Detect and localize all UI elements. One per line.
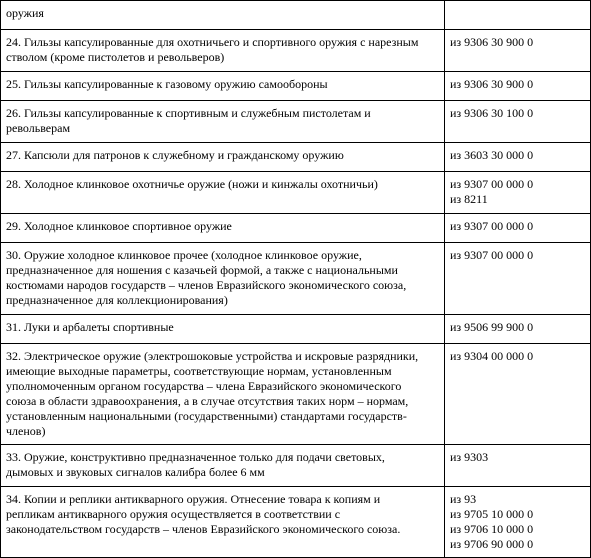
tn-ved-code: из 93 bbox=[450, 492, 477, 506]
tn-ved-code: из 9306 30 900 0 bbox=[450, 77, 534, 91]
tn-ved-code: из 9306 30 900 0 bbox=[450, 35, 534, 49]
item-description-line: уполномоченным органом государства – члена Евразийского экономического bbox=[6, 379, 402, 393]
table-row bbox=[1, 214, 591, 243]
table-row bbox=[1, 487, 591, 558]
item-description-cell bbox=[1, 243, 445, 315]
tn-ved-code: из 9307 00 000 0 bbox=[450, 248, 534, 262]
table-row bbox=[1, 72, 591, 101]
item-description-line: 28. Холодное клинковое охотничье оружие (ножи и кинжалы охотничьи) bbox=[6, 177, 378, 191]
tn-ved-code-cell bbox=[445, 1, 591, 30]
item-description-line: 24. Гильзы капсулированные для охотничьего и спортивного оружия с нарезным bbox=[6, 35, 419, 49]
item-description-line: 30. Оружие холодное клинковое прочее (холодное клинковое оружие, bbox=[6, 248, 362, 262]
item-description-line: 29. Холодное клинковое спортивное оружие bbox=[6, 219, 232, 233]
item-description-line: предназначенное для ношения с казачьей формой, а также с национальными bbox=[6, 263, 398, 277]
table-row bbox=[1, 30, 591, 72]
table-row bbox=[1, 172, 591, 214]
tn-ved-code-cell bbox=[445, 445, 591, 487]
item-description-cell bbox=[1, 172, 445, 214]
tn-ved-code-cell bbox=[445, 487, 591, 558]
tn-ved-code-cell bbox=[445, 214, 591, 243]
item-description-line: стволом (кроме пистолетов и револьверов) bbox=[6, 50, 225, 64]
item-description-line: законодательством государств – членов Евразийского экономического союза. bbox=[6, 522, 401, 536]
tn-ved-code-cell bbox=[445, 143, 591, 172]
tn-ved-code: из 9706 90 000 0 bbox=[450, 537, 534, 551]
item-description-cell bbox=[1, 72, 445, 101]
item-description-line: 26. Гильзы капсулированные к спортивным и служебным пистолетам и bbox=[6, 106, 371, 120]
table-row bbox=[1, 344, 591, 445]
tn-ved-code: из 8211 bbox=[450, 192, 488, 206]
tn-ved-code-cell bbox=[445, 344, 591, 445]
tn-ved-code: из 9307 00 000 0 bbox=[450, 177, 534, 191]
item-description-line: 34. Копии и реплики антикварного оружия. Отнесение товара к копиям и bbox=[6, 492, 381, 506]
tn-ved-code: из 3603 30 000 0 bbox=[450, 148, 534, 162]
table-row bbox=[1, 445, 591, 487]
item-description-cell bbox=[1, 101, 445, 143]
item-description-cell bbox=[1, 315, 445, 344]
item-description-cell bbox=[1, 487, 445, 558]
tn-ved-code: из 9304 00 000 0 bbox=[450, 349, 534, 363]
tn-ved-code: из 9307 00 000 0 bbox=[450, 219, 534, 233]
item-description-line: репликам антикварного оружия осуществляется в соответствии с bbox=[6, 507, 341, 521]
item-description-line: членов) bbox=[6, 424, 46, 438]
item-description-line: предназначенное для коллекционирования) bbox=[6, 293, 228, 307]
table-row bbox=[1, 243, 591, 315]
table-row bbox=[1, 1, 591, 30]
tn-ved-code-cell bbox=[445, 315, 591, 344]
item-description-line: 27. Капсюли для патронов к служебному и гражданскому оружию bbox=[6, 148, 344, 162]
item-description-line: союза в области здравоохранения, а в случае отсутствия таких норм – нормам, bbox=[6, 394, 409, 408]
item-description-line: имеющие выходные параметры, соответствующие нормам, установленным bbox=[6, 364, 392, 378]
item-description-line: 31. Луки и арбалеты спортивные bbox=[6, 320, 174, 334]
tn-ved-code: из 9506 99 900 0 bbox=[450, 320, 534, 334]
item-description-line: револьверам bbox=[6, 121, 71, 135]
tn-ved-code-cell bbox=[445, 172, 591, 214]
item-description-cell bbox=[1, 30, 445, 72]
item-description-line: дымовых и звуковых сигналов калибра более 6 мм bbox=[6, 465, 265, 479]
item-description-line: 33. Оружие, конструктивно предназначенное только для подачи световых, bbox=[6, 450, 385, 464]
goods-table-body bbox=[1, 1, 591, 558]
table-row bbox=[1, 315, 591, 344]
tn-ved-code: из 9706 10 000 0 bbox=[450, 522, 534, 536]
item-description-cell bbox=[1, 214, 445, 243]
item-description-line: костюмами народов государств – членов Евразийского экономического союза, bbox=[6, 278, 407, 292]
item-description-line: установленным национальными (государственными) стандартами государств- bbox=[6, 409, 407, 423]
tn-ved-code: из 9705 10 000 0 bbox=[450, 507, 534, 521]
table-row bbox=[1, 101, 591, 143]
tn-ved-code: из 9306 30 100 0 bbox=[450, 106, 534, 120]
tn-ved-code-cell bbox=[445, 30, 591, 72]
tn-ved-code-cell bbox=[445, 243, 591, 315]
item-description-cell bbox=[1, 344, 445, 445]
item-description-cell bbox=[1, 143, 445, 172]
tn-ved-code-cell bbox=[445, 101, 591, 143]
item-description-line: 25. Гильзы капсулированные к газовому оружию самообороны bbox=[6, 77, 328, 91]
item-description-line: оружия bbox=[6, 6, 44, 20]
item-description-cell bbox=[1, 445, 445, 487]
tn-ved-code: из 9303 bbox=[450, 450, 489, 464]
item-description-cell bbox=[1, 1, 445, 30]
item-description-line: 32. Электрическое оружие (электрошоковые устройства и искровые разрядники, bbox=[6, 349, 419, 363]
tn-ved-code-cell bbox=[445, 72, 591, 101]
table-row bbox=[1, 143, 591, 172]
